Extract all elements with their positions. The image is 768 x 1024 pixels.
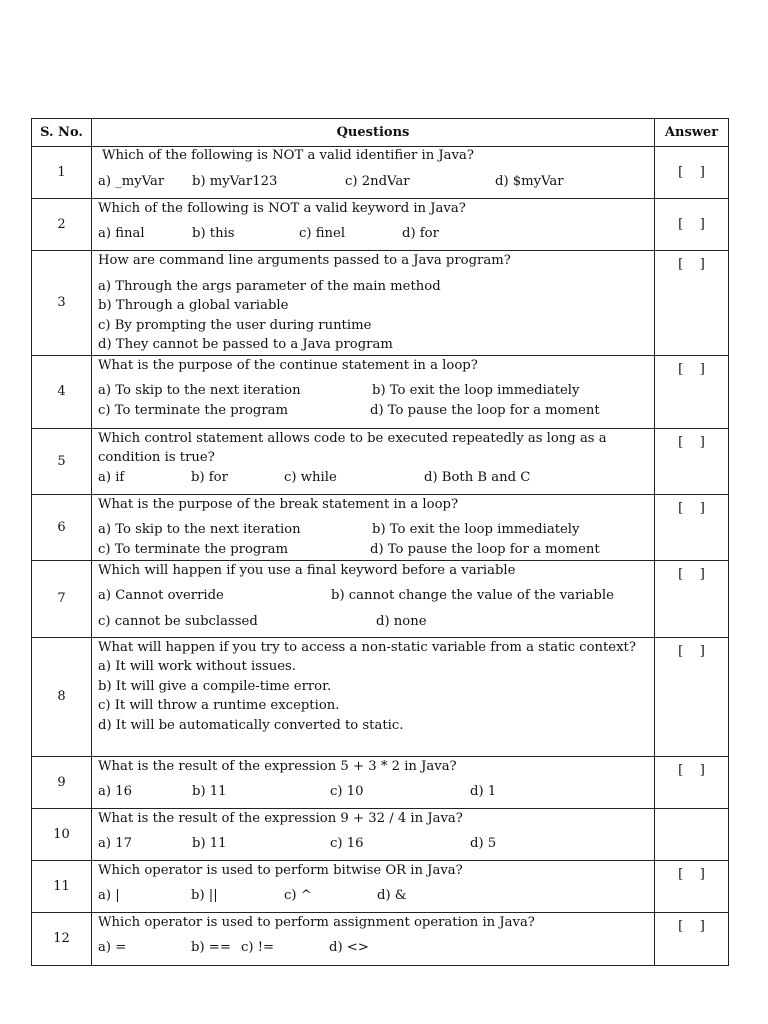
option-b: b) == — [191, 940, 231, 955]
option-a: a) To skip to the next iteration — [98, 522, 301, 537]
question-row — [32, 808, 729, 860]
question-number: 2 — [32, 199, 92, 251]
option-c: c) To terminate the program — [98, 402, 288, 418]
question-cell — [92, 860, 655, 912]
answer-box[interactable]: [ ] — [655, 494, 729, 560]
question-row — [32, 147, 729, 199]
question-row — [32, 428, 729, 494]
question-row — [32, 756, 729, 808]
answer-box[interactable]: [ ] — [655, 251, 729, 356]
question-text: Which will happen if you use a final keyword before a variable — [98, 562, 516, 578]
option-d: d) It will be automatically converted to static. — [98, 717, 404, 733]
question-cell — [92, 251, 655, 356]
option-a: a) 17 — [98, 836, 132, 851]
header-answer: Answer — [655, 119, 729, 147]
option-c: c) 2ndVar — [345, 173, 410, 189]
answer-box[interactable]: [ ] — [655, 560, 729, 637]
question-cell — [92, 428, 655, 494]
option-a: a) _myVar — [98, 173, 165, 189]
question-row — [32, 494, 729, 560]
option-a: a) = — [98, 940, 127, 955]
question-row — [32, 560, 729, 637]
option-d: d) They cannot be passed to a Java program — [98, 337, 393, 352]
option-b: b) To exit the loop immediately — [372, 522, 580, 537]
question-number: 11 — [32, 860, 92, 912]
answer-box[interactable]: [ ] — [655, 147, 729, 199]
option-a: a) It will work without issues. — [98, 659, 296, 674]
question-text: What is the purpose of the continue statement in a loop? — [98, 357, 478, 373]
question-number: 9 — [32, 756, 92, 808]
question-text: What is the purpose of the break statement in a loop? — [98, 496, 459, 512]
option-a: a) Through the args parameter of the main method — [98, 278, 441, 294]
question-text: Which control statement allows code to be executed repeatedly as long as a condition is true? — [98, 430, 607, 465]
option-b: b) cannot change the value of the variable — [331, 588, 614, 603]
question-cell — [92, 808, 655, 860]
question-table — [31, 118, 729, 966]
option-c: c) 10 — [330, 784, 364, 799]
answer-box[interactable]: [ ] — [655, 756, 729, 808]
question-text: What is the result of the expression 9 + 32 / 4 in Java? — [98, 810, 463, 826]
option-d: d) To pause the loop for a moment — [370, 402, 600, 418]
question-row — [32, 199, 729, 251]
option-b: b) for — [191, 469, 228, 485]
answer-box[interactable]: [ ] — [655, 355, 729, 428]
option-b: b) this — [192, 225, 235, 241]
answer-box-empty[interactable] — [655, 808, 729, 860]
option-c: c) To terminate the program — [98, 541, 288, 557]
answer-box[interactable]: [ ] — [655, 860, 729, 912]
option-a: a) 16 — [98, 784, 132, 799]
question-number: 5 — [32, 428, 92, 494]
answer-box[interactable]: [ ] — [655, 912, 729, 965]
option-c: c) 16 — [330, 836, 364, 851]
question-number: 3 — [32, 251, 92, 356]
question-cell — [92, 912, 655, 965]
option-b: b) myVar123 — [192, 173, 278, 189]
question-number: 12 — [32, 912, 92, 965]
question-row — [32, 912, 729, 965]
option-d: d) none — [376, 613, 427, 629]
question-number: 7 — [32, 560, 92, 637]
question-text: Which operator is used to perform bitwise OR in Java? — [98, 862, 463, 878]
option-a: a) To skip to the next iteration — [98, 383, 301, 398]
option-d: d) $myVar — [495, 173, 564, 189]
option-c: c) It will throw a runtime exception. — [98, 698, 340, 713]
question-text: Which of the following is NOT a valid keyword in Java? — [98, 201, 466, 216]
question-cell — [92, 494, 655, 560]
question-number: 8 — [32, 637, 92, 756]
option-d: d) To pause the loop for a moment — [370, 541, 600, 557]
option-c: c) cannot be subclassed — [98, 613, 258, 629]
question-text: Which operator is used to perform assignment operation in Java? — [98, 914, 535, 930]
answer-box[interactable]: [ ] — [655, 428, 729, 494]
option-c: c) != — [241, 940, 275, 955]
option-d: d) Both B and C — [424, 469, 531, 485]
question-row — [32, 637, 729, 756]
option-c: c) while — [284, 469, 337, 485]
question-cell — [92, 637, 655, 756]
option-a: a) | — [98, 888, 120, 903]
question-row — [32, 860, 729, 912]
header-row — [32, 119, 729, 147]
question-text: What is the result of the expression 5 + 3 * 2 in Java? — [98, 758, 457, 774]
option-a: a) if — [98, 469, 125, 485]
question-number: 6 — [32, 494, 92, 560]
question-text: Which of the following is NOT a valid identifier in Java? — [102, 148, 474, 163]
question-cell — [92, 199, 655, 251]
question-number: 10 — [32, 808, 92, 860]
question-number: 1 — [32, 147, 92, 199]
question-cell — [92, 147, 655, 199]
question-number: 4 — [32, 355, 92, 428]
question-row — [32, 355, 729, 428]
option-c: c) finel — [299, 225, 346, 241]
option-c: c) By prompting the user during runtime — [98, 317, 372, 333]
option-d: d) 1 — [470, 784, 497, 799]
option-b: b) || — [191, 888, 218, 903]
question-text: What will happen if you try to access a non-static variable from a static context? — [98, 639, 636, 655]
question-row — [32, 251, 729, 356]
header-sno: S. No. — [32, 119, 92, 147]
header-questions: Questions — [92, 119, 655, 147]
option-d: d) for — [402, 225, 439, 241]
option-b: b) Through a global variable — [98, 298, 289, 313]
question-cell — [92, 756, 655, 808]
answer-box[interactable]: [ ] — [655, 637, 729, 756]
option-b: b) 11 — [192, 784, 227, 799]
option-b: b) To exit the loop immediately — [372, 383, 580, 398]
option-b: b) 11 — [192, 836, 227, 851]
answer-box[interactable]: [ ] — [655, 199, 729, 251]
question-cell — [92, 560, 655, 637]
question-text: How are command line arguments passed to a Java program? — [98, 253, 511, 268]
option-b: b) It will give a compile-time error. — [98, 678, 332, 694]
question-cell — [92, 355, 655, 428]
option-d: d) & — [377, 888, 407, 903]
option-d: d) 5 — [470, 836, 497, 851]
option-a: a) Cannot override — [98, 588, 224, 603]
option-c: c) ^ — [284, 888, 312, 903]
option-a: a) final — [98, 225, 145, 241]
option-d: d) <> — [329, 940, 369, 955]
